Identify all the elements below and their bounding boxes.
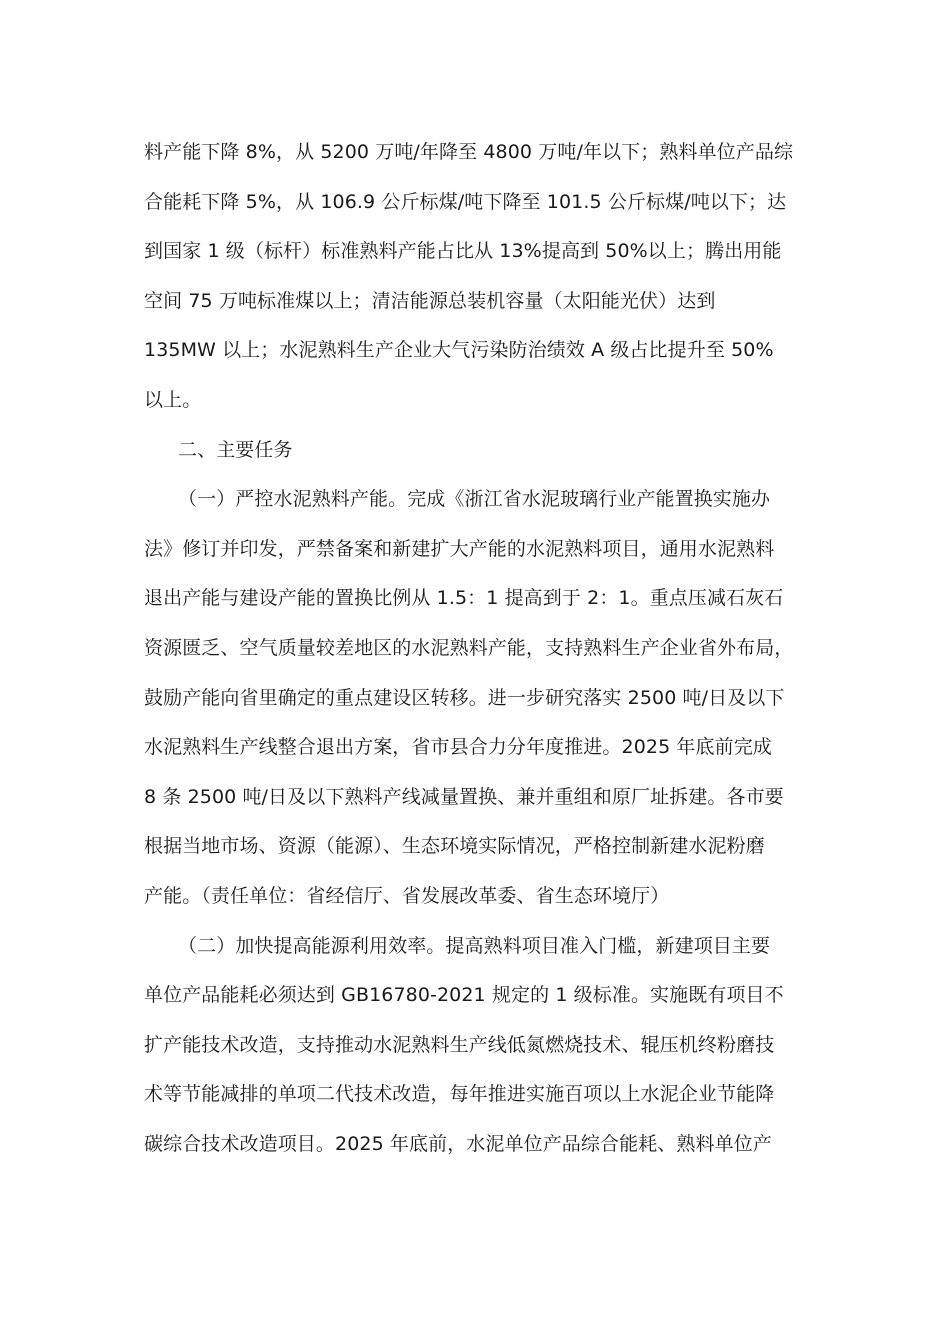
text-line: 术等节能减排的单项二代技术改造，每年推进实施百项以上水泥企业节能降 [144,1083,775,1106]
text-line: 根据当地市场、资源（能源）、生态环境实际情况，严格控制新建水泥粉磨 [144,835,765,858]
paragraph-start: （一）严控水泥熟料产能。完成《浙江省水泥玻璃行业产能置换实施办 [178,488,771,511]
text-line: 合能耗下降 5%，从 106.9 公斤标煤/吨下降至 101.5 公斤标煤/吨以下；达 [144,190,787,213]
text-line: 产能。（责任单位：省经信厅、省发展改革委、省生态环境厅） [144,884,670,907]
text-line: 水泥熟料生产线整合退出方案，省市县合力分年度推进。2025 年底前完成 [144,736,772,759]
text-line: 鼓励产能向省里确定的重点建设区转移。进一步研究落实 2500 吨/日及以下 [144,686,785,709]
body-text [144,128,824,1169]
paragraph-start: （二）加快提高能源利用效率。提高熟料项目准入门槛，新建项目主要 [178,934,771,957]
text-line: 资源匮乏、空气质量较差地区的水泥熟料产能，支持熟料生产企业省外布局， [144,636,794,659]
text-line: 以上。 [144,388,202,411]
section-heading: 二、主要任务 [178,438,293,461]
text-line: 单位产品能耗必须达到 GB16780-2021 规定的 1 级标准。实施既有项目不 [144,984,784,1007]
text-line: 料产能下降 8%，从 5200 万吨/年降至 4800 万吨/年以下；熟料单位产品综 [144,141,794,163]
text-line: 8 条 2500 吨/日及以下熟料产线减量置换、兼并重组和原厂址拆建。各市要 [144,785,784,808]
text-line: 扩产能技术改造，支持推动水泥熟料生产线低氮燃烧技术、辊压机终粉磨技 [144,1033,775,1056]
text-line: 法》修订并印发，严禁备案和新建扩大产能的水泥熟料项目，通用水泥熟料 [144,537,775,560]
text-line: 到国家 1 级（标杆）标准熟料产能占比从 13%提高到 50%以上；腾出用能 [144,240,782,263]
text-line: 空间 75 万吨标准煤以上；清洁能源总装机容量（太阳能光伏）达到 [144,289,716,312]
text-line: 碳综合技术改造项目。2025 年底前，水泥单位产品综合能耗、熟料单位产 [144,1132,772,1155]
text-line: 退出产能与建设产能的置换比例从 1.5：1 提高到于 2：1。重点压减石灰石 [144,587,784,610]
text-line: 135MW 以上；水泥熟料生产企业大气污染防治绩效 A 级占比提升至 50% [144,339,774,362]
